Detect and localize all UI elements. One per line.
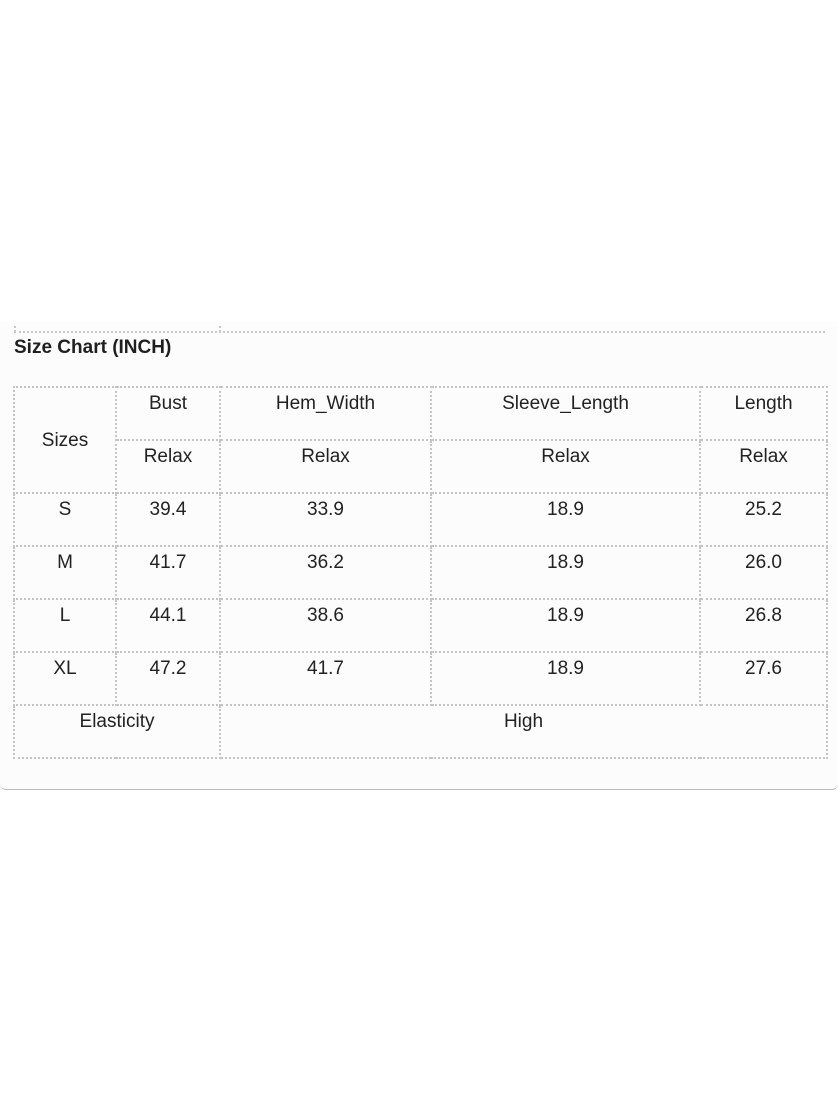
sizes-header-cell: [14, 387, 116, 493]
length-value: 25.2: [745, 499, 782, 520]
value-cell: [431, 546, 700, 599]
size-label: M: [57, 552, 73, 573]
elasticity-value: High: [503, 711, 544, 732]
length-value: 26.0: [745, 552, 782, 573]
size-label: XL: [53, 658, 77, 679]
length-value: 26.8: [745, 605, 782, 626]
header-cell: [116, 387, 220, 440]
header-bust: Bust: [148, 393, 188, 414]
table-row: [14, 546, 827, 599]
fit-cell: [116, 440, 220, 493]
size-cell: [14, 546, 116, 599]
header-cell: [220, 387, 431, 440]
elasticity-row: [14, 705, 827, 758]
value-cell: [220, 652, 431, 705]
elasticity-label: Elasticity: [79, 711, 155, 732]
value-cell: [220, 546, 431, 599]
table-row: [14, 493, 827, 546]
length-value: 27.6: [745, 658, 782, 679]
value-cell: [431, 652, 700, 705]
size-label: L: [59, 605, 71, 626]
card-top-divider: [14, 331, 825, 333]
value-cell: [116, 546, 220, 599]
value-cell: [431, 599, 700, 652]
elasticity-label-cell: [14, 705, 220, 758]
bust-value: 39.4: [149, 499, 187, 520]
sizes-header: Sizes: [41, 429, 89, 451]
size-cell: [14, 652, 116, 705]
fit-length: Relax: [739, 446, 788, 467]
fit-bust: Relax: [143, 446, 193, 467]
header-hem-width: Hem_Width: [275, 393, 376, 414]
fit-hem-width: Relax: [301, 446, 350, 467]
fit-cell: [700, 440, 827, 493]
size-cell: [14, 493, 116, 546]
hem-width-value: 41.7: [307, 658, 344, 679]
fit-cell: [220, 440, 431, 493]
sleeve-length-value: 18.9: [547, 552, 584, 573]
header-cell: [431, 387, 700, 440]
size-cell: [14, 599, 116, 652]
hem-width-value: 38.6: [307, 605, 344, 626]
table-row: [14, 652, 827, 705]
fit-sleeve-length: Relax: [541, 446, 590, 467]
fit-cell: [431, 440, 700, 493]
header-sleeve-length: Sleeve_Length: [502, 393, 629, 414]
header-cell: [700, 387, 827, 440]
card-top-tick-left: [14, 326, 16, 332]
sleeve-length-value: 18.9: [547, 605, 584, 626]
value-cell: [220, 493, 431, 546]
bust-value: 47.2: [149, 658, 187, 679]
value-cell: [700, 599, 827, 652]
value-cell: [700, 493, 827, 546]
bust-value: 44.1: [149, 605, 187, 626]
hem-width-value: 33.9: [307, 499, 344, 520]
table-header-row: [14, 387, 827, 440]
value-cell: [431, 493, 700, 546]
value-cell: [116, 493, 220, 546]
hem-width-value: 36.2: [307, 552, 344, 573]
value-cell: [116, 652, 220, 705]
value-cell: [700, 652, 827, 705]
sleeve-length-value: 18.9: [547, 658, 584, 679]
sleeve-length-value: 18.9: [547, 499, 584, 520]
card-top-tick-mid: [219, 326, 221, 332]
value-cell: [700, 546, 827, 599]
value-cell: [220, 599, 431, 652]
size-label: S: [58, 499, 72, 520]
elasticity-value-cell: [220, 705, 827, 758]
size-chart-card: [0, 322, 838, 790]
size-table: [13, 386, 828, 759]
table-row: [14, 599, 827, 652]
table-fit-row: [14, 440, 827, 493]
chart-title: Size Chart (INCH): [14, 337, 172, 358]
bust-value: 41.7: [149, 552, 187, 573]
header-length: Length: [734, 393, 793, 414]
value-cell: [116, 599, 220, 652]
